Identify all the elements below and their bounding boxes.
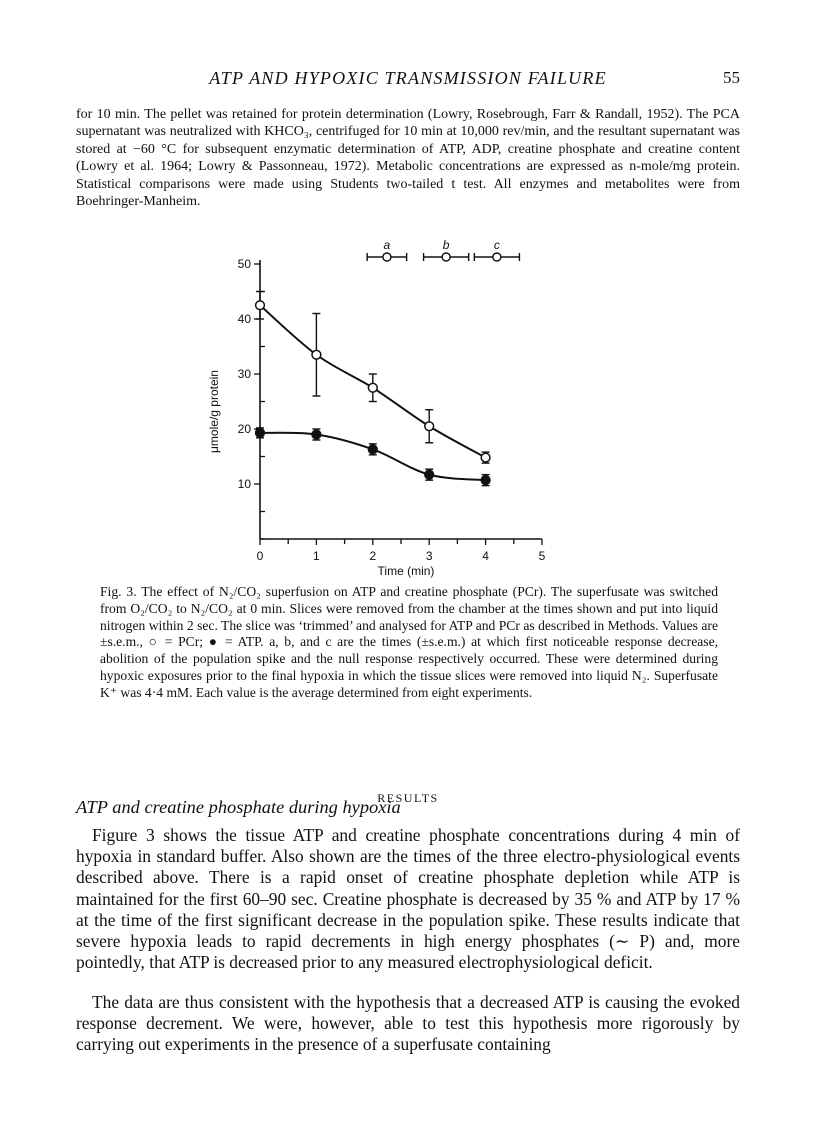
subsection-heading: ATP and creatine phosphate during hypoxia — [76, 797, 401, 817]
y-axis-label: μmole/g protein — [207, 370, 221, 453]
x-tick-label: 5 — [538, 549, 546, 563]
x-axis-label: Time (min) — [377, 564, 435, 578]
atp-point — [481, 476, 490, 485]
x-tick-label: 0 — [256, 549, 264, 563]
y-tick-label: 10 — [237, 477, 251, 491]
event-c-marker — [493, 253, 501, 261]
event-a-label: a — [383, 238, 391, 252]
pcr-point — [425, 422, 434, 431]
pcr-point — [481, 453, 490, 462]
results-paragraph-2: The data are thus consistent with the hypothesis that a decreased ATP is causing the evoked response decrement. We were, however, able to test this hypothesis more rigorously by carrying out experiments in the presence of a superfusate containing — [76, 992, 740, 1055]
page-header — [76, 68, 740, 92]
x-tick-label: 2 — [369, 549, 377, 563]
running-title: ATP AND HYPOXIC TRANSMISSION FAILURE — [209, 68, 607, 88]
pcr-point — [256, 301, 265, 310]
caption-label: Fig. 3. — [100, 584, 137, 599]
event-b-label: b — [442, 238, 450, 252]
atp-point — [312, 430, 321, 439]
caption-text: The effect of N₂/CO₂ superfusion on ATP and creatine phosphate (PCr). The superfusate was switched from O₂/CO₂ to N₂/CO₂ at 0 min. Slices were removed from the chamber at the times shown and put into liquid nitrogen within 2 sec. The slice was ‘trimmed’ and analysed for ATP and PCr as described in Methods. Values are ±s.e.m., ○ = PCr; ● = ATP. a, b, and c are the times (±s.e.m.) at which first noticeable response decrease, abolition of the population spike and the null response respectively occurred. These were determined during hypoxic exposures prior to the final hypoxia in which the tissue slices were removed into liquid N₂. Superfusate K⁺ was 4·4 mM. Each value is the average determined from eight experiments. — [100, 584, 718, 700]
x-tick-label: 4 — [482, 549, 489, 563]
event-c-label: c — [493, 238, 500, 252]
atp-point — [256, 428, 265, 437]
event-a-marker — [383, 253, 391, 261]
atp-point — [425, 470, 434, 479]
results-paragraph-1: Figure 3 shows the tissue ATP and creatine phosphate concentrations during 4 min of hypoxia in standard buffer. Also shown are the times of the three electro-physiological events described above. There is a rapid onset of creatine phosphate depletion while ATP is maintained for the first 60–90 sec. Creatine phosphate is decreased by 35 % and ATP by 17 % at the time of the first significant decrease in the population spike. These results indicate that severe hypoxia leads to rapid decrements in high energy phosphates (∼ P) and, more pointedly, that ATP is decreased prior to any measured electrophysiological deficit. — [76, 825, 740, 973]
page-number: 55 — [723, 68, 740, 87]
y-tick-label: 30 — [237, 367, 251, 381]
y-tick-label: 50 — [237, 257, 251, 271]
figure-caption — [100, 584, 718, 702]
section-heading: RESULTS — [377, 791, 439, 805]
x-tick-label: 1 — [313, 549, 320, 563]
x-tick-label: 3 — [425, 549, 433, 563]
pcr-point — [312, 350, 321, 359]
atp-point — [368, 445, 377, 454]
event-b-marker — [442, 253, 450, 261]
y-tick-label: 20 — [237, 422, 251, 436]
pcr-point — [368, 383, 377, 392]
y-tick-label: 40 — [237, 312, 251, 326]
figure-3 — [196, 238, 556, 584]
chart-svg — [196, 238, 556, 584]
methods-paragraph: for 10 min. The pellet was retained for protein determination (Lowry, Rosebrough, Farr & Randall, 1952). The PCA supernatant was neutralized with KHCO₃, centrifuged for 10 min at 10,000 rev/min, and the resultant supernatant was stored at −60 °C for subsequent enzymatic determination of ATP, ADP, creatine phosphate and creatine content (Lowry et al. 1964; Lowry & Passonneau, 1972). Metabolic concentrations are expressed as n-mole/mg protein. Statistical comparisons were made using Students two-tailed t test. All enzymes and metabolites were from Boehringer-Manheim. — [76, 107, 740, 210]
